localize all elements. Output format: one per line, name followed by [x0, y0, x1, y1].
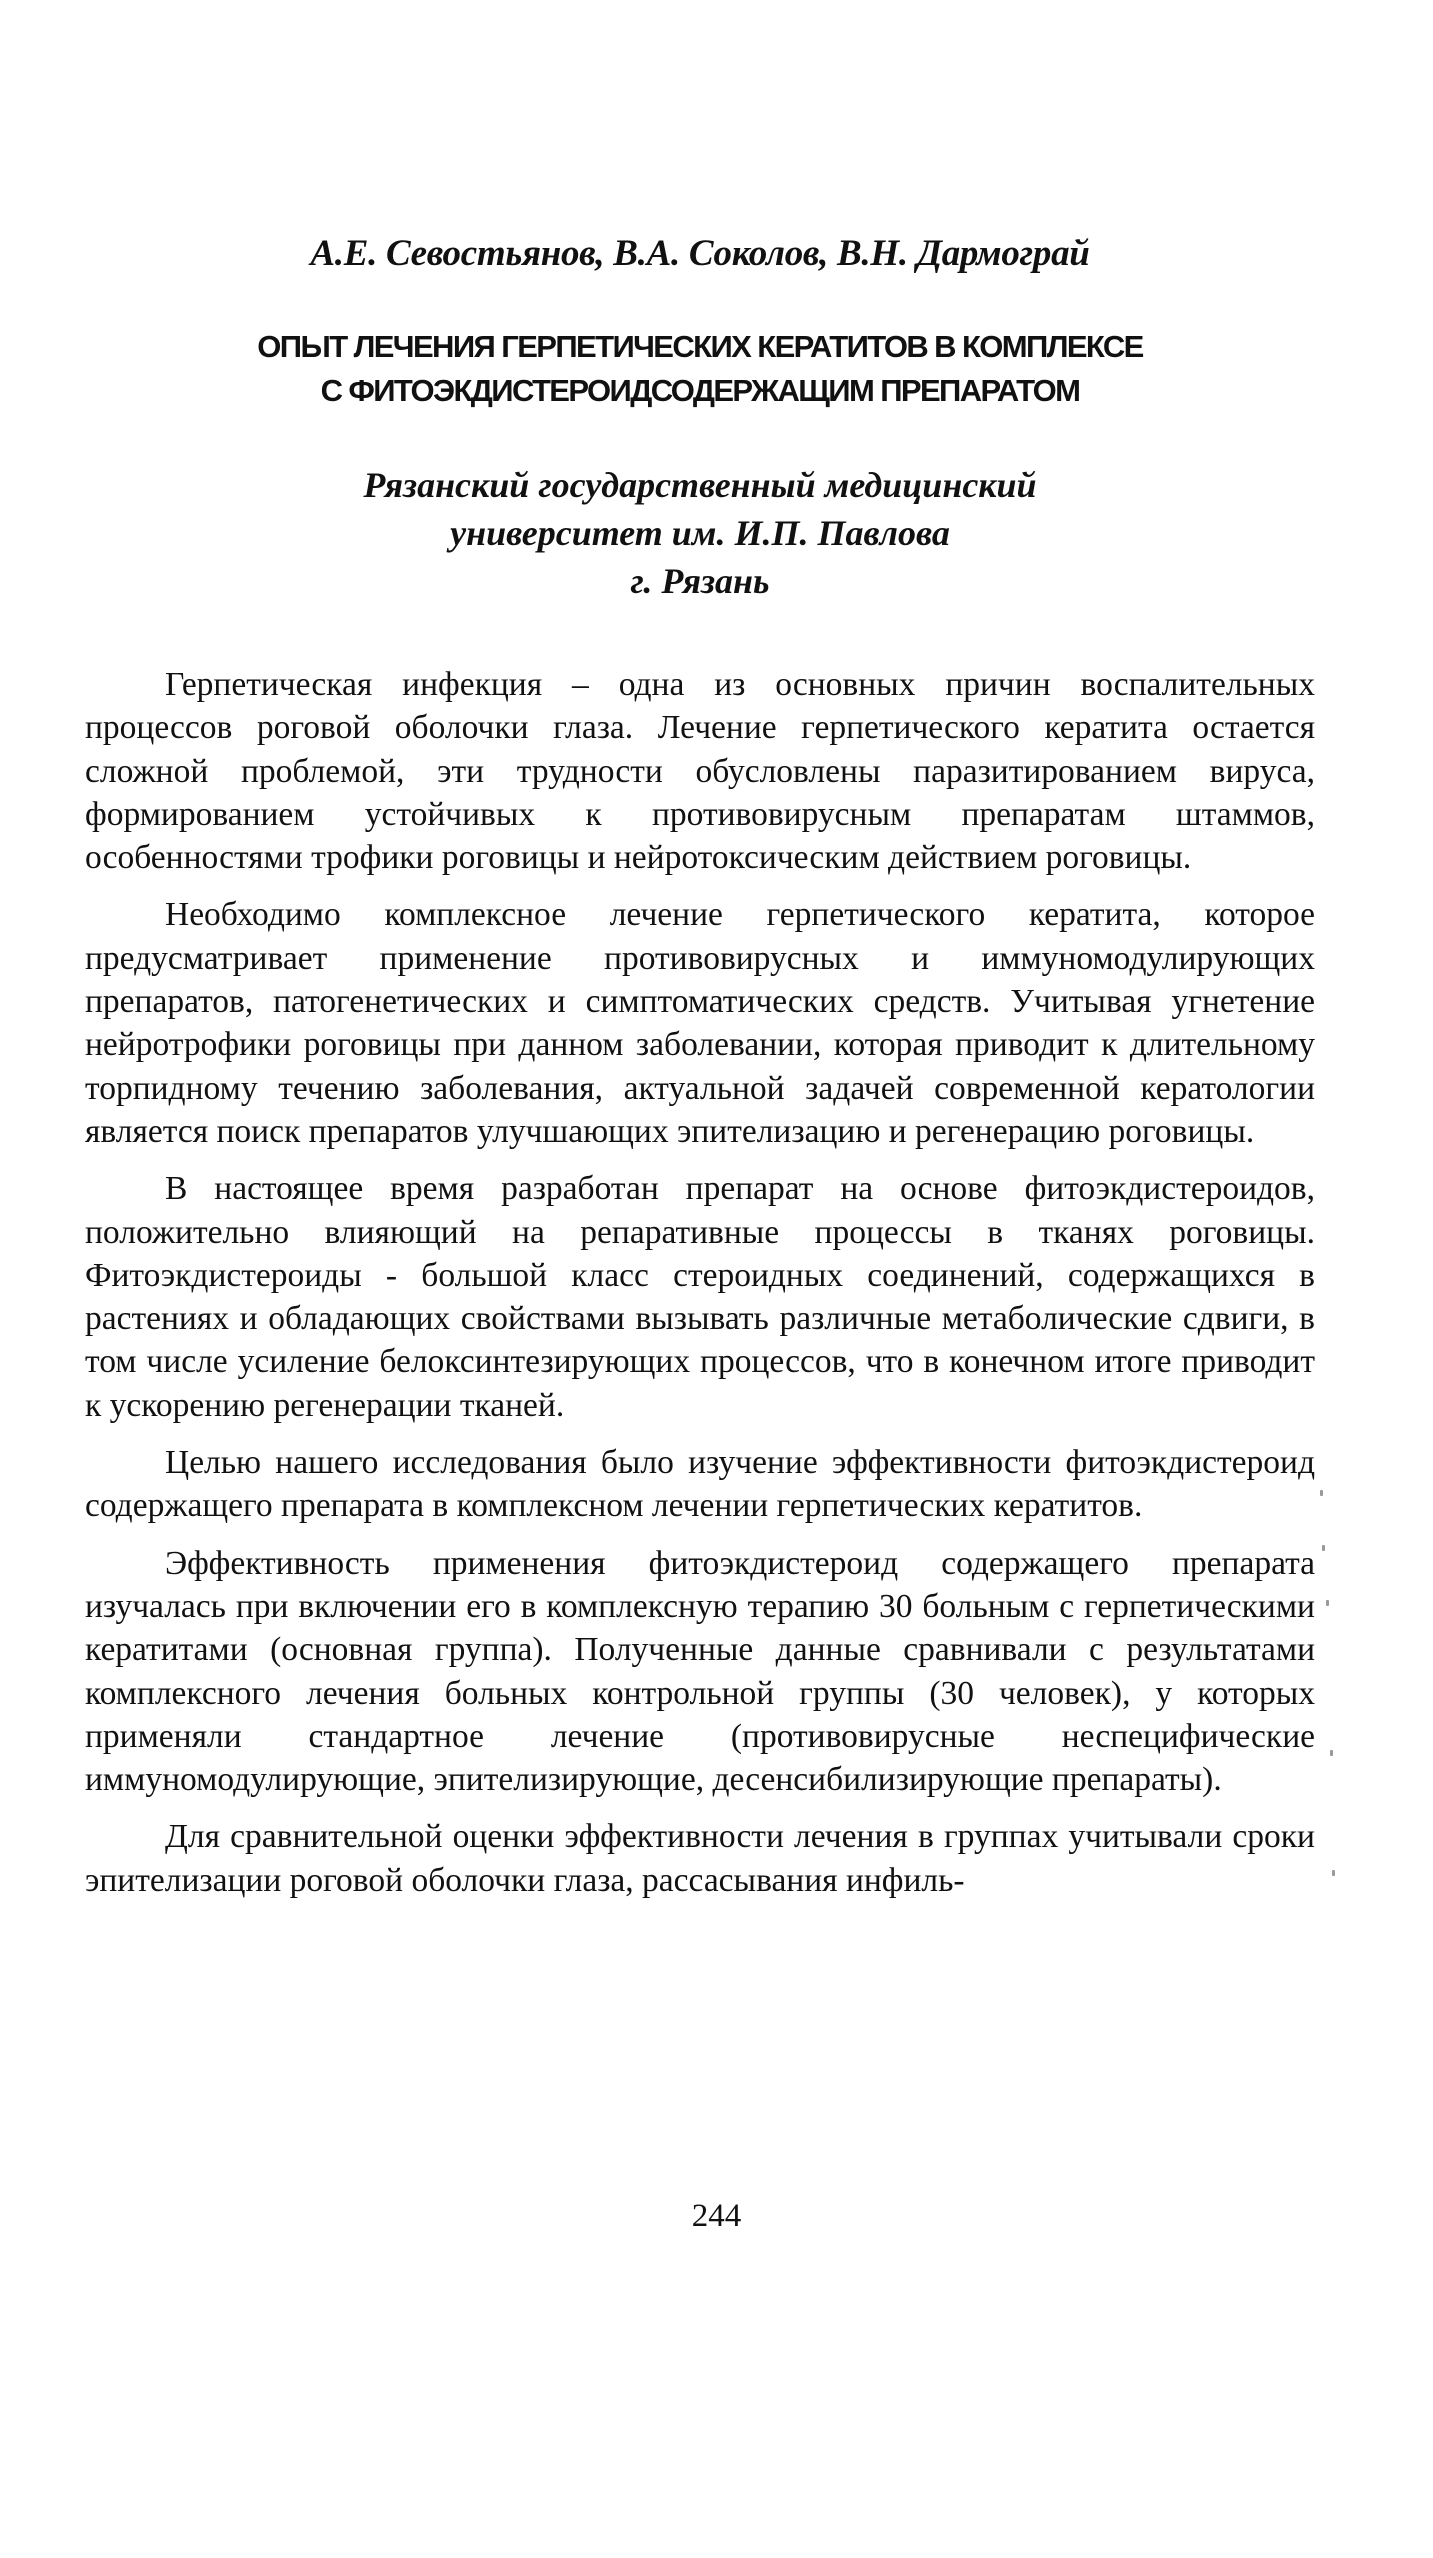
document-page: [85, 232, 1315, 1916]
body-paragraph: Необходимо комплексное лечение герпетического кератита, которое предусматривает применение противовирусных и иммуномодулирующих препаратов, патогенетических и симптоматических средств. Учитывая угнетение нейротрофики роговицы при данном заболевании, которая приводит к длительному торпидному течению заболевания, актуальной задачей современной кератологии является поиск препаратов улучшающих эпителизацию и регенерацию роговицы.: [85, 896, 1315, 1150]
body-paragraph: Целью нашего исследования было изучение эффективности фитоэкдистероид содержащего препарата в комплексном лечении герпетических кератитов.: [85, 1444, 1315, 1525]
body-paragraph: В настоящее время разработан препарат на основе фитоэкдистероидов, положительно влияющий на репаративные процессы в тканях роговицы. Фитоэкдистероиды - большой класс стероидных соединений, содержащихся в растениях и обладающих свойствами вызывать различные метаболические сдвиги, в том числе усиление белоксинтезирующих процессов, что в конечном итоге приводит к ускорению регенерации тканей.: [85, 1170, 1315, 1424]
page-number: 244: [691, 2198, 742, 2234]
authors-line: А.Е. Севостьянов, В.А. Соколов, В.Н. Дармограй: [310, 233, 1090, 274]
body-paragraph: Для сравнительной оценки эффективности лечения в группах учитывали сроки эпителизации роговой оболочки глаза, рассасывания инфиль-: [85, 1818, 1315, 1899]
article-title: [85, 325, 1315, 413]
article-body: [85, 663, 1315, 1902]
scan-speck: [1332, 1870, 1335, 1876]
affiliation-line: университет им. И.П. Павлова: [450, 513, 950, 553]
scan-speck: [1326, 1600, 1329, 1606]
affiliation-line: Рязанский государственный медицинский: [363, 465, 1037, 505]
scan-speck: [1330, 1750, 1333, 1756]
scan-speck: [1320, 1490, 1323, 1496]
body-paragraph: Эффективность применения фитоэкдистероид содержащего препарата изучалась при включении его в комплексную терапию 30 больным с герпетическими кератитами (основная группа). Полученные данные сравнивали с результатами комплексного лечения больных контрольной группы (30 человек), у которых применяли стандартное лечение (противовирусные неспецифические иммуномодулирующие, эпителизирующие, десенсибилизирующие препараты).: [85, 1544, 1315, 1799]
body-paragraph: Герпетическая инфекция – одна из основных причин воспалительных процессов роговой оболочки глаза. Лечение герпетического кератита остается сложной проблемой, эти трудности обусловлены паразитированием вируса, формированием устойчивых к противовирусным препаратам штаммов, особенностями трофики роговицы и нейротоксическим действием роговицы.: [85, 666, 1315, 877]
scan-speck: [1322, 1545, 1325, 1551]
affiliation: [85, 461, 1315, 605]
title-line: ОПЫТ ЛЕЧЕНИЯ ГЕРПЕТИЧЕСКИХ КЕРАТИТОВ В КОМПЛЕКСЕ: [257, 329, 1143, 364]
title-line: С ФИТОЭКДИСТЕРОИДСОДЕРЖАЩИМ ПРЕПАРАТОМ: [320, 373, 1080, 408]
affiliation-line: г. Рязань: [630, 561, 770, 601]
